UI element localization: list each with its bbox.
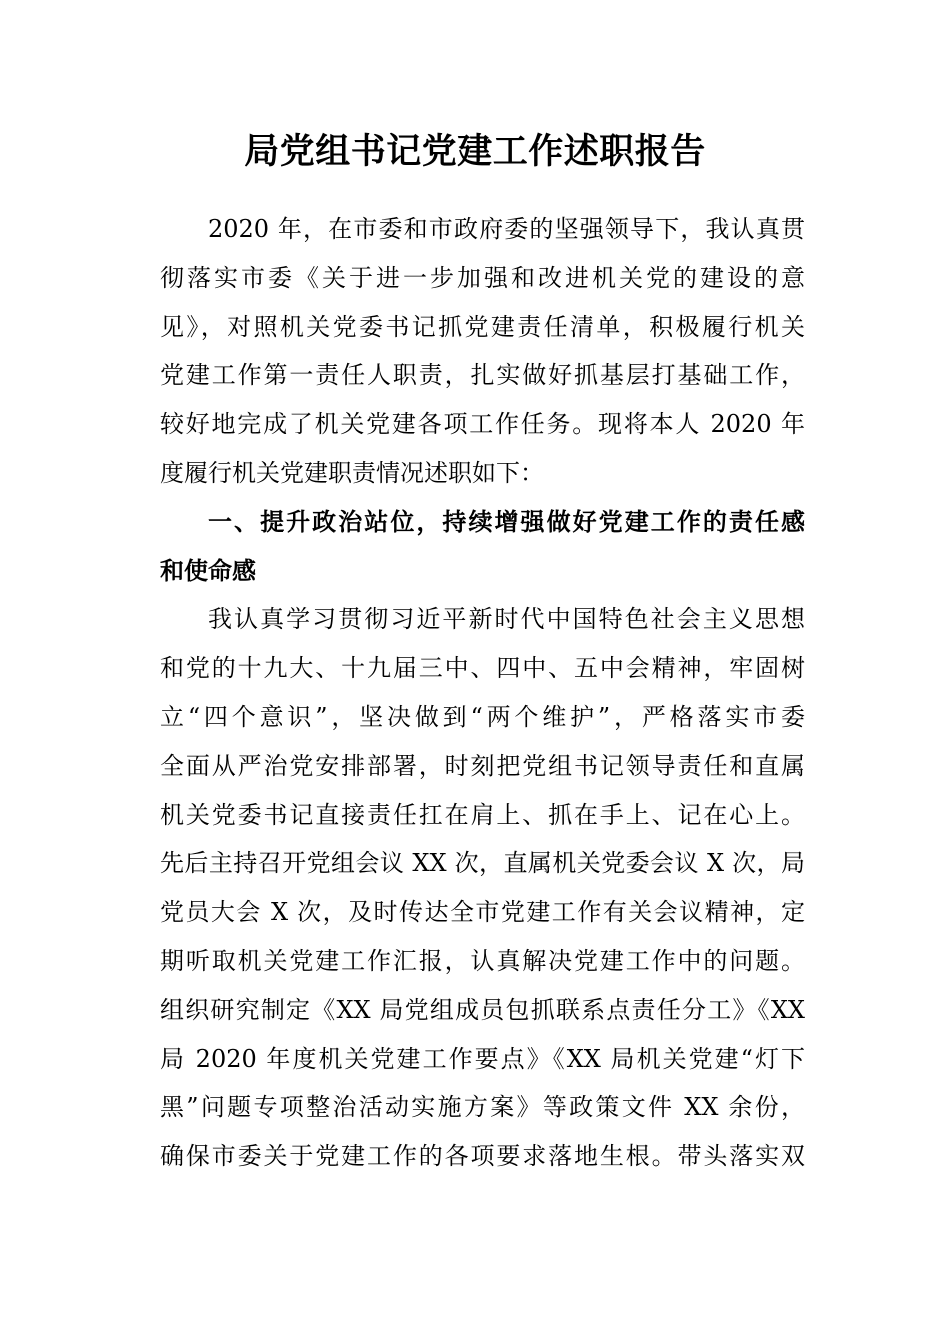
text-line: 我认真学习贯彻习近平新时代中国特色社会主义思想 — [208, 605, 805, 634]
document-body — [160, 205, 805, 1181]
text-line: 党员大会 X 次，及时传达全市党建工作有关会议精神，定 — [160, 898, 805, 927]
text-line: 2020 年，在市委和市政府委的坚强领导下，我认真贯 — [208, 215, 805, 243]
text-line: 机关党委书记直接责任扛在肩上、抓在手上、记在心上。 — [160, 800, 805, 829]
text-line: 黑”问题专项整治活动实施方案》等政策文件 XX 余份， — [160, 1093, 805, 1122]
text-line: 见》，对照机关党委书记抓党建责任清单，积极履行机关 — [160, 312, 805, 341]
document-title: 局党组书记党建工作述职报告 — [244, 131, 706, 172]
section-heading — [160, 498, 805, 596]
text-line: 度履行机关党建职责情况述职如下： — [160, 458, 544, 487]
text-line: 先后主持召开党组会议 XX 次，直属机关党委会议 X 次，局 — [160, 849, 805, 878]
heading-line: 和使命感 — [160, 556, 256, 585]
heading-line: 一、提升政治站位，持续增强做好党建工作的责任感 — [208, 507, 805, 536]
text-line: 组织研究制定《XX 局党组成员包抓联系点责任分工》《XX — [160, 995, 805, 1024]
text-line: 期听取机关党建工作汇报，认真解决党建工作中的问题。 — [160, 946, 805, 975]
text-line: 和党的十九大、十九届三中、四中、五中会精神，牢固树 — [160, 654, 805, 683]
text-line: 较好地完成了机关党建各项工作任务。现将本人 2020 年 — [160, 410, 805, 439]
text-line: 党建工作第一责任人职责，扎实做好抓基层打基础工作， — [160, 361, 805, 390]
text-line: 立“四个意识”，坚决做到“两个维护”，严格落实市委 — [160, 702, 805, 731]
text-line: 彻落实市委《关于进一步加强和改进机关党的建设的意 — [160, 263, 805, 292]
text-line: 全面从严治党安排部署，时刻把党组书记领导责任和直属 — [160, 751, 805, 780]
intro-paragraph — [160, 205, 805, 498]
body-paragraph — [160, 595, 805, 1181]
text-line: 确保市委关于党建工作的各项要求落地生根。带头落实双 — [160, 1142, 805, 1171]
text-line: 局 2020 年度机关党建工作要点》《XX 局机关党建“灯下 — [160, 1044, 805, 1073]
